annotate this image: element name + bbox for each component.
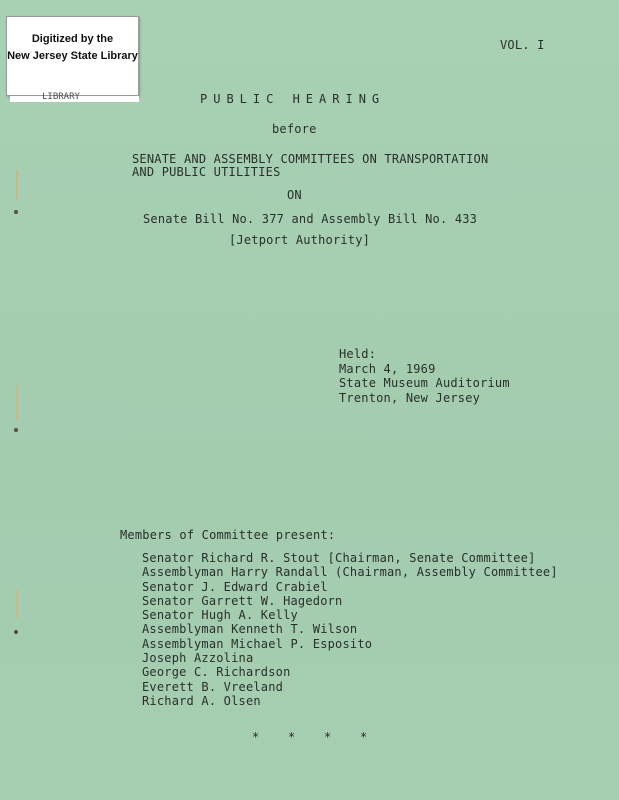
star-mark: * [324, 730, 332, 744]
committees-line-1: SENATE AND ASSEMBLY COMMITTEES ON TRANSPORTATION [132, 152, 489, 166]
member-item: Senator Garrett W. Hagedorn [142, 593, 343, 608]
binding-mark [16, 385, 18, 421]
star-mark: * [288, 730, 296, 744]
member-item: Assemblyman Michael P. Esposito [142, 636, 373, 651]
stamp-line-1: Digitized by the [31, 33, 114, 45]
closing-stars [252, 730, 396, 744]
committees-line-2: AND PUBLIC UTILITIES [132, 165, 281, 179]
staple-hole [14, 428, 18, 432]
member-item: George C. Richardson [142, 665, 291, 680]
star-mark: * [252, 730, 260, 744]
member-item: Assemblyman Harry Randall (Chairman, Assembly Committee] [142, 565, 558, 580]
held-label: Held: [339, 347, 377, 361]
document-title: PUBLIC HEARING [200, 92, 386, 106]
binding-mark [16, 590, 18, 618]
member-item: Senator Hugh A. Kelly [142, 608, 298, 623]
held-city: Trenton, New Jersey [339, 390, 481, 405]
star-mark: * [360, 730, 368, 744]
digitized-stamp [6, 16, 139, 96]
subject-line: [Jetport Authority] [229, 233, 371, 247]
before-label: before [272, 122, 317, 136]
staple-hole [14, 630, 18, 634]
library-label: LIBRARY [42, 92, 80, 102]
member-item: Richard A. Olsen [142, 693, 261, 708]
member-item: Senator Richard R. Stout [Chairman, Senate Committee] [142, 551, 536, 565]
stamp-line-2: New Jersey State Library [7, 50, 138, 62]
held-date: March 4, 1969 [339, 361, 436, 376]
held-block [339, 347, 510, 405]
volume-label: VOL. I [500, 38, 545, 52]
held-place: State Museum Auditorium [339, 376, 510, 390]
member-item: Senator J. Edward Crabiel [142, 579, 328, 594]
member-item: Joseph Azzolina [142, 651, 254, 666]
member-item: Everett B. Vreeland [142, 679, 284, 694]
member-item: Assemblyman Kenneth T. Wilson [142, 622, 358, 637]
staple-hole [14, 210, 18, 214]
bills-line: Senate Bill No. 377 and Assembly Bill No. 433 [143, 212, 478, 226]
on-label: ON [287, 188, 302, 202]
binding-mark [16, 170, 18, 200]
members-heading: Members of Committee present: [120, 528, 336, 542]
members-list [142, 551, 558, 708]
